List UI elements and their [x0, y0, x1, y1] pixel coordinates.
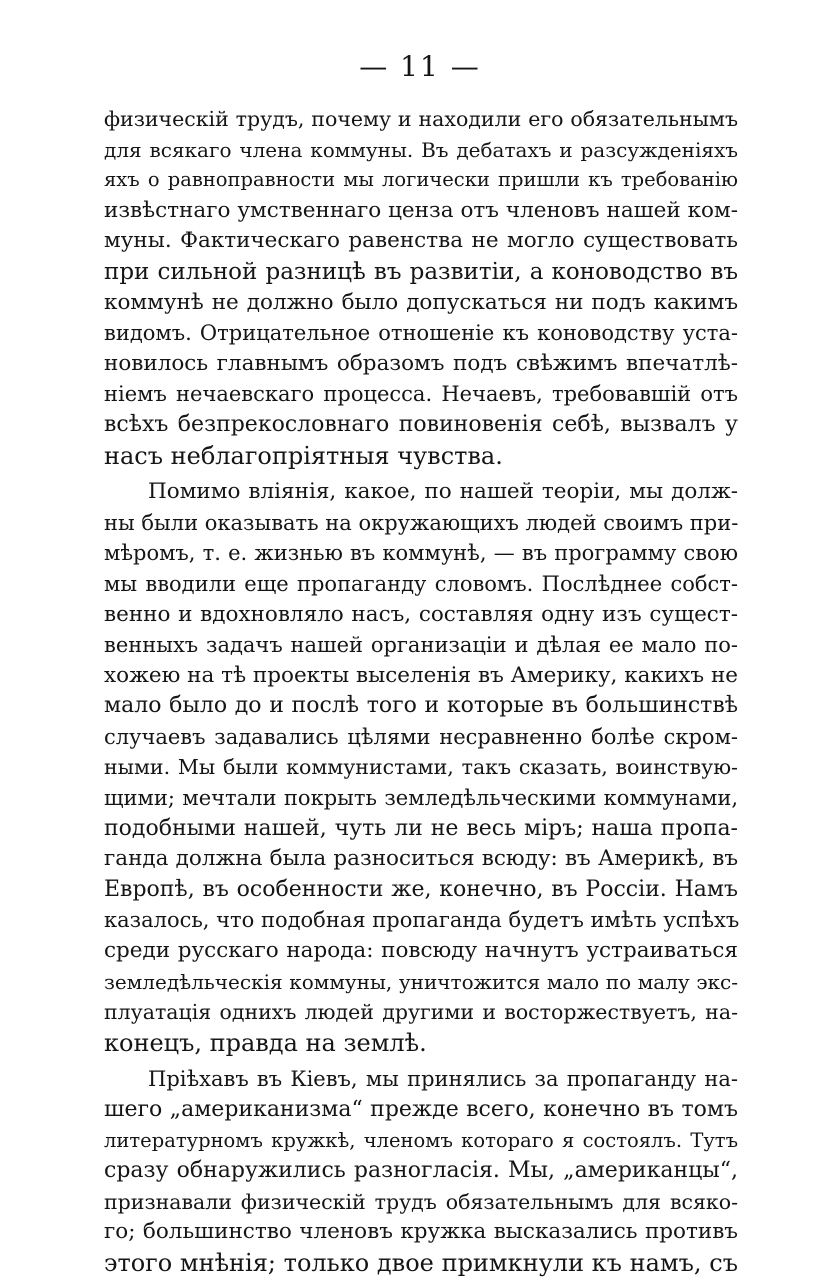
text-line: ны были оказывать на окружающихъ людей своимъ при-: [104, 510, 739, 535]
text-line: яхъ о равноправности мы логически пришли къ требованію: [104, 168, 738, 192]
text-line: при сильной разницѣ въ развитіи, а коноводство въ: [104, 258, 738, 285]
text-line: казалось, что подобная пропаганда будетъ имѣть успѣхъ: [104, 908, 740, 933]
text-line: извѣстнаго умственнаго ценза отъ членовъ нашей ком-: [104, 197, 738, 223]
page-number: — 11 —: [359, 50, 481, 83]
text-line: Помимо вліянія, какое, по нашей теоріи, мы долж-: [148, 479, 738, 505]
text-line: мы вводили еще пропаганду словомъ. Послѣднее собст-: [104, 571, 738, 596]
text-line: шего „американизма“ прежде всего, конечно въ томъ: [104, 1097, 738, 1122]
text-line: земледѣльческія коммуны, уничтожится мало по малу экс-: [104, 969, 738, 994]
paragraph-2: [104, 477, 738, 1058]
text-line: всѣхъ безпрекословнаго повиновенія себѣ, вызвалъ у: [104, 411, 738, 437]
text-line: среди русскаго народа: повсюду начнутъ устраиваться: [104, 938, 738, 964]
text-line: случаевъ задавались цѣлями несравненно болѣе скром-: [104, 724, 738, 749]
text-line: ганда должна была разноситься всюду: въ Америкѣ, въ: [104, 846, 738, 872]
text-line: коммунѣ не должно было допускаться ни подъ какимъ: [104, 289, 738, 315]
text-line: ніемъ нечаевскаго процесса. Нечаевъ, требовавшій отъ: [104, 382, 738, 407]
text-line: венно и вдохновляло насъ, составляя одну изъ сущест-: [104, 601, 738, 627]
text-line: го; большинство членовъ кружка высказались противъ: [104, 1219, 738, 1245]
paragraph-3: [104, 1064, 738, 1278]
text-line: этого мнѣнія; только двое примкнули къ намъ, съ: [104, 1248, 738, 1277]
text-line: признавали физическій трудъ обязательнымъ для всяко-: [104, 1189, 738, 1214]
body-text: [104, 104, 738, 1279]
text-line: видомъ. Отрицательное отношеніе къ коноводству уста-: [104, 321, 738, 346]
text-line: муны. Фактическаго равенства не могло существовать: [104, 228, 738, 254]
text-line: щими; мечтали покрыть земледѣльческими коммунами,: [104, 786, 738, 811]
text-line: для всякаго члена коммуны. Въ дебатахъ и разсужденіяхъ: [104, 137, 738, 162]
text-line: насъ неблагопріятныя чувства.: [104, 441, 503, 470]
text-line: ными. Мы были коммунистами, такъ сказать, воинствую-: [104, 755, 738, 780]
text-line: мѣромъ, т. е. жизнью въ коммунѣ, — въ программу свою: [104, 541, 738, 566]
text-line: новилось главнымъ образомъ подъ свѣжимъ впечатлѣ-: [104, 350, 738, 376]
text-line: хожею на тѣ проекты выселенія въ Америку, какихъ не: [104, 662, 738, 688]
text-line: подобными нашей, чуть ли не весь міръ; наша пропа-: [104, 815, 738, 841]
text-line: венныхъ задачъ нашей организаціи и дѣлая ее мало по-: [104, 633, 738, 658]
text-line: Европѣ, въ особенности же, конечно, въ Россіи. Намъ: [104, 876, 738, 902]
text-line: плуатація однихъ людей другими и восторжествуетъ, на-: [104, 1000, 738, 1025]
paragraph-1: [104, 104, 738, 471]
text-line: литературномъ кружкѣ, членомъ котораго я состоялъ. Тутъ: [104, 1128, 738, 1152]
text-line: физическій трудъ, почему и находили его обязательнымъ: [104, 107, 738, 131]
text-line: сразу обнаружились разногласія. Мы, „американцы“,: [104, 1158, 738, 1184]
text-line: Пріѣхавъ въ Кіевъ, мы принялись за пропаганду на-: [148, 1067, 738, 1092]
text-line: мало было до и послѣ того и которые въ большинствѣ: [104, 693, 738, 719]
text-line: конецъ, правда на землѣ.: [104, 1028, 427, 1057]
